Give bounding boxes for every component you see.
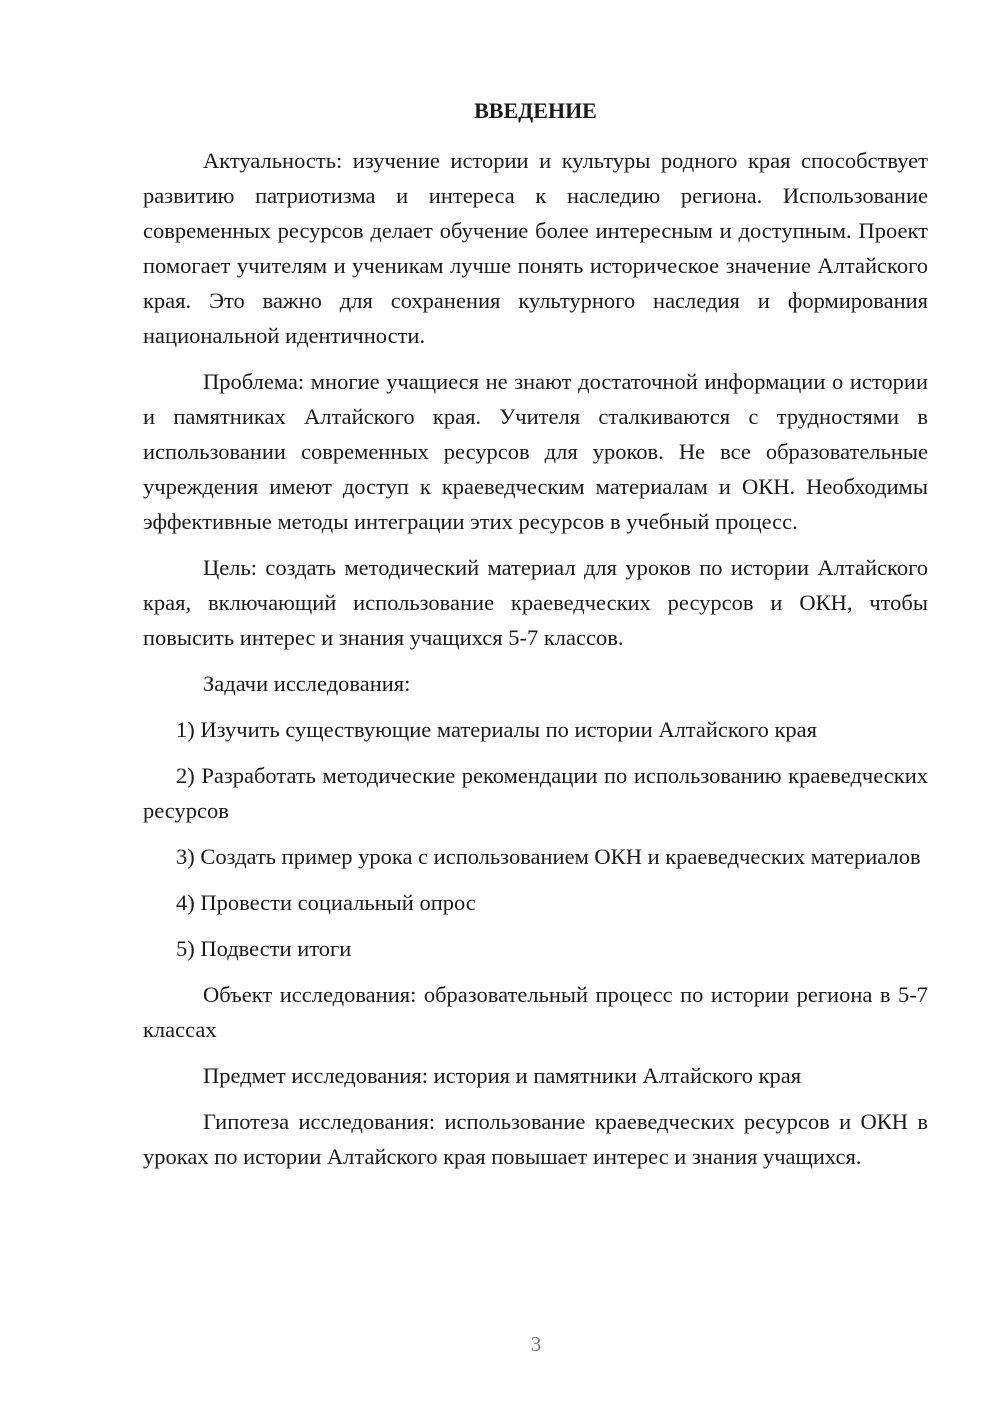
task-item: 2) Разработать методические рекомендации по использованию краеведческих ресурсов: [143, 763, 928, 823]
tasks-heading: Задачи исследования:: [203, 671, 411, 696]
page-number: 3: [530, 1332, 542, 1356]
task-item: 1) Изучить существующие материалы по истории Алтайского края: [176, 717, 818, 742]
object-paragraph: Объект исследования: образовательный процесс по истории региона в 5-7 классах: [143, 982, 928, 1042]
task-item: 3) Создать пример урока с использованием ОКН и краеведческих материалов: [176, 844, 921, 869]
task-item: 5) Подвести итоги: [176, 936, 352, 961]
task-item: 4) Провести социальный опрос: [176, 890, 476, 915]
goal-paragraph: Цель: создать методический материал для уроков по истории Алтайского края, включающий использование краеведческих ресурсов и ОКН, чтобы повысить интерес и знания учащихся 5-7 классов.: [143, 555, 928, 650]
problem-paragraph: Проблема: многие учащиеся не знают достаточной информации о истории и памятниках Алтайского края. Учителя сталкиваются с трудностями в использовании современных ресурсов для уроков. Не все образовательные учреждения имеют доступ к краеведческим материалам и ОКН. Необходимы эффективные методы интеграции этих ресурсов в учебный процесс.: [143, 369, 928, 534]
subject-paragraph: Предмет исследования: история и памятники Алтайского края: [203, 1063, 802, 1088]
document-page: [143, 93, 928, 1185]
relevance-paragraph: Актуальность: изучение истории и культуры родного края способствует развитию патриотизма и интереса к наследию региона. Использование современных ресурсов делает обучение более интересным и доступным. Проект помогает учителям и ученикам лучше понять историческое значение Алтайского края. Это важно для сохранения культурного наследия и формирования национальной идентичности.: [143, 148, 928, 348]
hypothesis-paragraph: Гипотеза исследования: использование краеведческих ресурсов и ОКН в уроках по истории Алтайского края повышает интерес и знания учащихся.: [143, 1109, 928, 1169]
section-title: ВВЕДЕНИЕ: [474, 98, 597, 123]
